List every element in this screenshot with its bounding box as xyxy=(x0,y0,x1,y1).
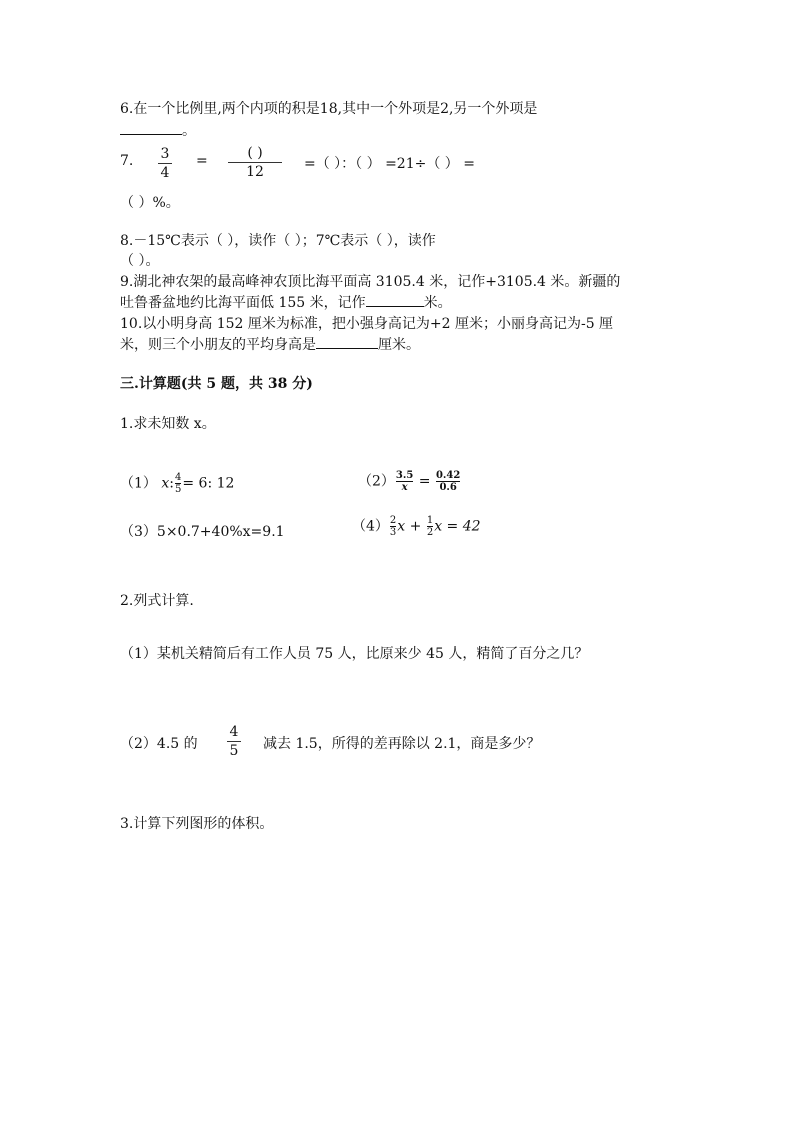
answer-blank[interactable] xyxy=(316,334,378,349)
fraction-3-4 xyxy=(158,146,172,181)
fraction-denominator: 12 xyxy=(246,164,264,180)
fraction-3.5-x xyxy=(396,470,413,493)
calc-2-part-1: （1）某机关精简后有工作人员 75 人，比原来少 45 人，精简了百分之几？ xyxy=(120,646,589,662)
question-8-line2: （ ）。 xyxy=(120,253,160,269)
question-10-unit: 厘米。 xyxy=(378,337,420,353)
question-9-line2 xyxy=(120,292,452,312)
fraction-4-5 xyxy=(175,472,181,495)
question-8: 8.－15℃表示（ ），读作（ ）；7℃表示（ ），读作 xyxy=(120,233,436,249)
calc-3-title: 3.计算下列图形的体积。 xyxy=(120,816,274,832)
fraction-denominator: 3 xyxy=(389,527,397,538)
question-7-number: 7. xyxy=(120,153,134,169)
fraction-denominator: 5 xyxy=(229,743,239,759)
fraction-numerator: 0.42 xyxy=(435,470,461,481)
fraction-numerator: 2 xyxy=(389,515,397,526)
fraction-4-5 xyxy=(227,724,241,759)
fraction-bar xyxy=(158,163,172,164)
question-10-text: 米，则三个小朋友的平均身高是 xyxy=(120,337,316,353)
question-7-ratio: =（ ）：（ ） =21÷（ ） = xyxy=(304,156,475,172)
variable-x-result: x = 42 xyxy=(434,518,481,535)
question-6 xyxy=(120,98,537,118)
calc-2-part-2-b: 减去 1.5，所得的差再除以 2.1，商是多少？ xyxy=(263,736,541,752)
question-9: 9.湖北神农架的最高峰神农顶比海平面高 3105.4 米，记作+3105.4 米。新疆的 xyxy=(120,274,621,290)
fraction-denominator: 0.6 xyxy=(439,482,457,493)
part-label: （4） xyxy=(352,518,389,535)
fraction-denominator: 4 xyxy=(160,165,170,181)
fraction-denominator: 5 xyxy=(175,484,182,495)
fraction-denominator: x xyxy=(401,482,408,493)
question-6-text: 6.在一个比例里,两个内项的积是18,其中一个外项是2,另一个外项是 xyxy=(120,101,538,117)
calc-1-part-2 xyxy=(358,470,461,493)
fraction-bar xyxy=(228,162,282,163)
equation-rest: = 6: 12 xyxy=(182,475,235,492)
answer-blank[interactable] xyxy=(366,292,424,307)
fraction-numerator: 4 xyxy=(229,724,239,740)
fraction-numerator: 4 xyxy=(175,472,182,483)
fraction-2-3 xyxy=(390,515,396,538)
calc-1-part-1 xyxy=(120,472,234,495)
question-7-percent: （ ）%。 xyxy=(120,195,180,211)
fraction-numerator: 3 xyxy=(160,146,170,162)
question-10-line2 xyxy=(120,334,420,354)
calc-1-part-4 xyxy=(352,515,481,538)
fraction-numerator-blank[interactable]: ( ) xyxy=(247,145,263,161)
fraction-numerator: 3.5 xyxy=(395,470,414,481)
answer-blank[interactable] xyxy=(120,120,182,135)
calc-1-part-3: （3）5×0.7+40%x=9.1 xyxy=(120,524,285,540)
fraction-denominator: 2 xyxy=(426,527,434,538)
question-9-text: 吐鲁番盆地约比海平面低 155 米，记作 xyxy=(120,295,366,311)
question-10: 10.以小明身高 152 厘米为标准，把小强身高记为+2 厘米；小丽身高记为-5 厘 xyxy=(120,316,614,332)
question-6-line2 xyxy=(120,120,196,140)
equals-sign: = xyxy=(196,153,208,169)
fraction-1-2 xyxy=(427,515,433,538)
calc-2-title: 2.列式计算. xyxy=(120,593,194,609)
fraction-bar xyxy=(227,741,241,742)
part-label: （2） xyxy=(358,473,395,490)
fraction-numerator: 1 xyxy=(426,515,434,526)
variable-x: x xyxy=(161,475,170,492)
fraction-blank-12 xyxy=(228,145,282,180)
calc-1-title: 1.求未知数 x。 xyxy=(120,416,216,432)
calc-2-part-2-a: （2）4.5 的 xyxy=(120,736,198,752)
section-title: 三.计算题(共 5 题，共 38 分) xyxy=(120,376,313,392)
colon: : xyxy=(169,475,174,492)
equals-sign: = xyxy=(418,473,431,490)
part-label: （1） xyxy=(120,475,157,492)
question-6-end: 。 xyxy=(182,123,196,139)
fraction-0.42-0.6 xyxy=(436,470,460,493)
question-9-unit: 米。 xyxy=(423,295,452,311)
variable-x-plus: x + xyxy=(397,518,422,535)
